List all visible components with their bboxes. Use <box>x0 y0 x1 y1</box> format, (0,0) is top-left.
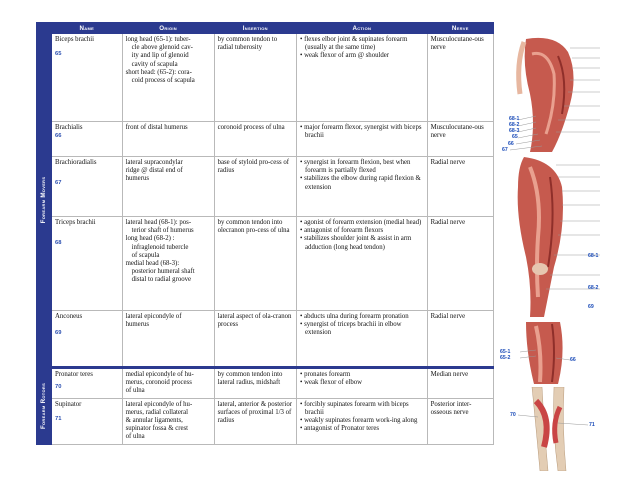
group-forearm-rotors <box>37 368 52 445</box>
origin-cell <box>122 34 214 122</box>
name-text: Triceps brachii <box>54 219 96 226</box>
origin-cell <box>122 311 214 368</box>
origin-line: of ulna <box>125 387 145 395</box>
muscle-name <box>51 122 122 157</box>
figure-label: 67 <box>502 147 508 153</box>
origin-line: ridge @ distal end of <box>125 167 183 175</box>
action-cell <box>297 398 428 444</box>
action-item: • flexes elbor joint & supinates forearm (usually at the same time) <box>300 36 408 52</box>
action-item: • pronates forearm <box>300 371 351 378</box>
origin-line: lateral epicondyle of hu- <box>125 400 193 408</box>
muscle-name <box>51 398 122 444</box>
figure-label: 68-2 <box>509 122 520 128</box>
action-item: • antagonist of forearm flexors <box>300 227 384 235</box>
forearm-rotators-figure <box>496 387 600 471</box>
col-name: Name <box>51 23 122 34</box>
origin-cell <box>122 157 214 217</box>
origin-line: & annular ligaments, <box>125 417 183 425</box>
col-nerve: Nerve <box>427 23 493 34</box>
origin-line: humerus <box>125 175 150 183</box>
figure-label: 68-1 <box>509 116 520 122</box>
table-row <box>37 34 494 122</box>
action-cell <box>297 34 428 122</box>
muscle-number: 65 <box>54 51 62 58</box>
action-cell <box>297 217 428 311</box>
arm-deep-illustration <box>496 322 600 384</box>
origin-line: lateral epicondyle of <box>125 313 182 320</box>
muscle-number: 69 <box>54 330 62 337</box>
action-item: • weakly supinates forearm work-ing along <box>300 417 418 425</box>
table-row <box>37 217 494 311</box>
nerve-cell: Posterior inter-osseous nerve <box>427 398 493 444</box>
origin-line: medial epicondyle of hu- <box>125 371 194 378</box>
arm-anterior-deep-figure <box>496 322 600 384</box>
origin-line: merus, radial collateral <box>125 408 189 416</box>
action-item: • abducts ulna during forearm pronation <box>300 313 409 320</box>
muscle-table <box>36 22 494 445</box>
origin-line: long head (65-1): tuber- <box>125 36 191 43</box>
name-text: Anconeus <box>54 313 83 320</box>
forearm-bones-illustration <box>496 387 600 471</box>
action-item: • major forearm flexor, synergist with biceps brachii <box>300 124 422 140</box>
arm-posterior-illustration <box>496 157 600 317</box>
action-cell <box>297 311 428 368</box>
origin-cell <box>122 122 214 157</box>
action-item: • forcibly supinates forearm with biceps brachii <box>300 400 409 416</box>
table-row <box>37 368 494 399</box>
nerve-cell: Radial nerve <box>427 217 493 311</box>
insertion-cell: coronoid process of ulna <box>214 122 296 157</box>
col-action: Action <box>297 23 428 34</box>
muscle-reference-page <box>36 22 602 471</box>
origin-line: posterior humeral shaft <box>131 268 195 276</box>
origin-cell <box>122 368 214 399</box>
origin-line: lateral supracondylar <box>125 159 183 166</box>
muscle-name <box>51 217 122 311</box>
origin-line: of ulna <box>125 433 145 441</box>
nerve-cell: Median nerve <box>427 368 493 399</box>
nerve-cell: Radial nerve <box>427 311 493 368</box>
origin-line: front of distal humerus <box>125 124 188 131</box>
name-text: Brachialis <box>54 124 83 131</box>
action-item: • synergist in forearm flexion, best when forearm is partially flexed <box>300 159 411 175</box>
origin-line: coid process of scapula <box>131 77 195 85</box>
action-item: • weak flexor of elbow <box>300 379 363 387</box>
action-cell <box>297 368 428 399</box>
insertion-cell: by common tendon into lateral radius, midshaft <box>214 368 296 399</box>
action-item: • synergist of triceps brachii in elbow extension <box>300 321 402 337</box>
origin-line: cle above glenoid cav- <box>131 44 193 52</box>
insertion-cell: by common tendon into olecranon pro-cess of ulna <box>214 217 296 311</box>
insertion-cell: by common tendon to radial tuberosity <box>214 34 296 122</box>
figure-label: 66 <box>508 141 514 147</box>
action-item: • antagonist of Pronator teres <box>300 425 380 433</box>
figure-label: 68-2 <box>588 285 599 291</box>
origin-line: ity and lip of glenoid <box>131 52 189 60</box>
action-item: • weak flexor of arm @ shoulder <box>300 52 390 60</box>
muscle-number: 71 <box>54 415 62 422</box>
group-label: Forearm Rotors <box>39 383 47 430</box>
insertion-cell: lateral aspect of ola-cranon process <box>214 311 296 368</box>
muscle-number: 70 <box>54 384 62 391</box>
group-forearm-movers <box>37 34 52 368</box>
origin-line: lateral head (68-1): pos- <box>125 219 192 226</box>
muscle-name <box>51 368 122 399</box>
col-origin: Origin <box>122 23 214 34</box>
muscle-name <box>51 311 122 368</box>
insertion-cell: lateral, anterior & posterior surfaces of proximal 1/3 of radius <box>214 398 296 444</box>
muscle-number: 67 <box>54 180 62 187</box>
origin-line: infraglenoid tubercle <box>131 243 189 251</box>
origin-line: of scapula <box>131 251 160 259</box>
figure-label: 68-1 <box>588 253 599 259</box>
name-text: Brachioradialis <box>54 159 97 166</box>
nerve-cell: Musculocutane-ous nerve <box>427 34 493 122</box>
table-row <box>37 398 494 444</box>
figure-label: 70 <box>510 412 516 418</box>
origin-line: short head: (65-2): cora- <box>125 68 192 76</box>
muscle-name <box>51 34 122 122</box>
origin-line: merus, coronoid process <box>125 379 192 387</box>
action-item: • agonist of forearm extension (medial head) <box>300 219 422 226</box>
muscle-name <box>51 157 122 217</box>
origin-cell <box>122 217 214 311</box>
name-text: Pronator teres <box>54 371 93 378</box>
figure-label: 65-2 <box>500 355 511 361</box>
figure-label: 69 <box>588 304 594 310</box>
nerve-cell: Radial nerve <box>427 157 493 217</box>
col-insertion: Insertion <box>214 23 296 34</box>
table-row <box>37 311 494 368</box>
origin-line: medial head (68-3): <box>125 260 180 268</box>
name-text: Supinator <box>54 400 82 408</box>
arm-anterior-figure <box>496 34 600 152</box>
muscle-number: 68 <box>54 240 62 247</box>
figure-label: 71 <box>589 422 595 428</box>
action-cell <box>297 122 428 157</box>
muscle-number: 66 <box>54 133 62 140</box>
header-row <box>37 23 494 34</box>
table-row <box>37 122 494 157</box>
table-row <box>37 157 494 217</box>
insertion-cell: base of styloid pro-cess of radius <box>214 157 296 217</box>
figure-label: 68-3 <box>509 128 520 134</box>
origin-line: terior shaft of humerus <box>131 227 194 235</box>
origin-line: cavity of scapula <box>131 60 178 68</box>
figure-label: 65-1 <box>500 349 511 355</box>
figure-label: 65 <box>512 134 518 140</box>
figure-label: 66 <box>570 357 576 363</box>
origin-line: supinator fossa & crest <box>125 425 189 433</box>
name-text: Biceps brachii <box>54 36 95 43</box>
origin-line: long head (68-2) : <box>125 235 175 243</box>
arm-posterior-figure <box>496 157 600 317</box>
action-cell <box>297 157 428 217</box>
group-label: Forearm Movers <box>39 176 47 224</box>
origin-line: distal to radial groove <box>131 276 192 284</box>
anatomy-figures <box>494 22 602 471</box>
origin-line: humerus <box>125 321 150 329</box>
nerve-cell: Musculocutane-ous nerve <box>427 122 493 157</box>
action-item: • stabilizes shoulder joint & assist in arm adduction (long head tendon) <box>300 235 412 251</box>
origin-cell <box>122 398 214 444</box>
corner-cell <box>37 23 52 34</box>
action-item: • stabilizes the elbow during rapid flexion & extension <box>300 175 421 191</box>
